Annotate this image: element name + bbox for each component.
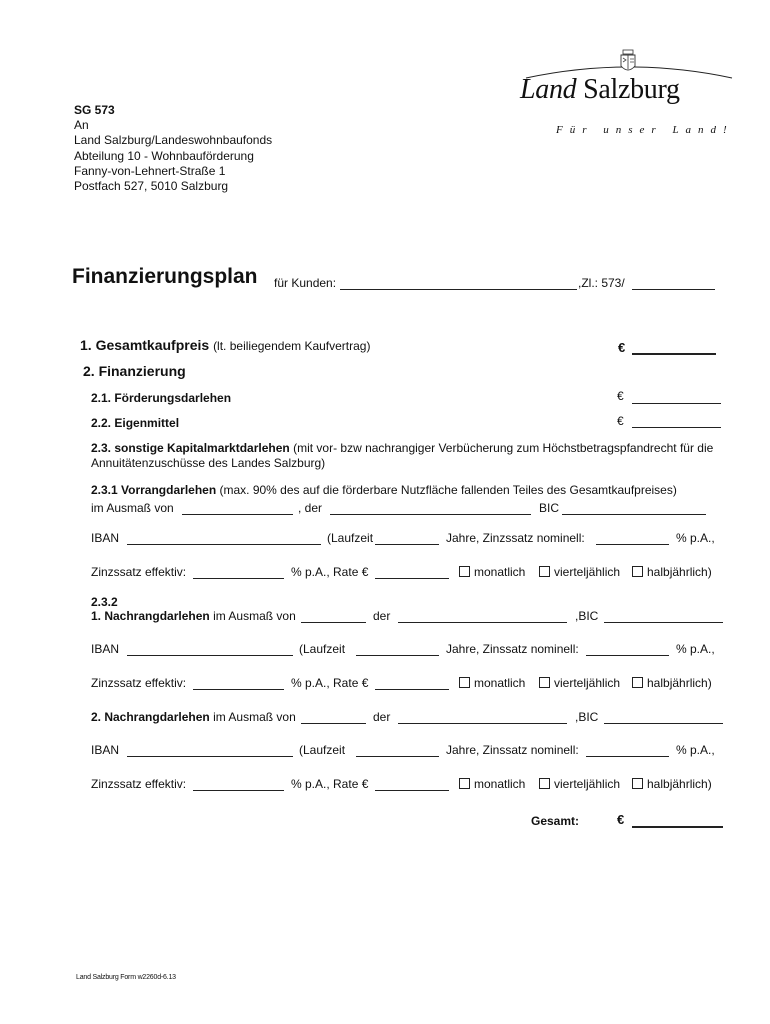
recipient-address: [74, 103, 272, 194]
pa-label: % p.A.,: [676, 642, 715, 656]
bic-label: ,BIC: [575, 609, 599, 623]
der-label: der: [373, 609, 391, 623]
rate-label: % p.A., Rate €: [291, 777, 369, 791]
zins-nominell-label: Jahre, Zinzssatz nominell:: [446, 531, 585, 545]
gesamt-field[interactable]: [632, 826, 723, 828]
zins-nominell-label: Jahre, Zinssatz nominell:: [446, 642, 579, 656]
iban-label: IBAN: [91, 743, 120, 757]
vorrang-halbjaehrlich-checkbox[interactable]: halbjährlich): [632, 565, 712, 579]
nachrang1-vierteljaehrlich-checkbox[interactable]: vierteljählich: [539, 676, 620, 690]
currency-symbol: €: [618, 340, 626, 355]
nachrang2-laufzeit-field[interactable]: [356, 756, 439, 757]
nachrang1-laufzeit-field[interactable]: [356, 655, 439, 656]
nachrang1-rate-field[interactable]: [375, 689, 449, 690]
nachrang2-halbjaehrlich-checkbox[interactable]: halbjährlich): [632, 777, 712, 791]
nachrang1-ausmass-field[interactable]: [301, 622, 366, 623]
nachrang2-der-field[interactable]: [398, 723, 567, 724]
nachrang2-vierteljaehrlich-checkbox[interactable]: vierteljählich: [539, 777, 620, 791]
nachrang1-heading: 1. Nachrangdarlehen im Ausmaß von: [91, 609, 296, 623]
zins-effektiv-label: Zinzssatz effektiv:: [91, 565, 187, 579]
vorrang-heading: 2.3.1 Vorrangdarlehen (max. 90% des auf die förderbare Nutzfläche fallenden Teiles des Gesamtkaufpreises): [91, 483, 677, 497]
bic-label: BIC: [539, 501, 560, 515]
currency-symbol: €: [617, 812, 625, 827]
vorrang-zins-effektiv-field[interactable]: [193, 578, 284, 579]
section-2-heading: 2. Finanzierung: [83, 363, 186, 379]
vorrang-der-field[interactable]: [330, 514, 531, 515]
nachrang2-zins-effektiv-field[interactable]: [193, 790, 284, 791]
rate-label: % p.A., Rate €: [291, 676, 369, 690]
eigenmittel-label: 2.2. Eigenmittel: [91, 416, 180, 430]
eigenmittel-field[interactable]: [632, 427, 721, 428]
der-label: der: [373, 710, 391, 724]
nachrang1-zins-nominell-field[interactable]: [586, 655, 669, 656]
laufzeit-label: (Laufzeit: [299, 743, 346, 757]
kunden-label: für Kunden:: [274, 276, 337, 290]
nachrang2-ausmass-field[interactable]: [301, 723, 366, 724]
nachrang1-zins-effektiv-field[interactable]: [193, 689, 284, 690]
nachrang1-monatlich-checkbox[interactable]: monatlich: [459, 676, 525, 690]
nachrang1-der-field[interactable]: [398, 622, 567, 623]
vorrang-monatlich-checkbox[interactable]: monatlich: [459, 565, 525, 579]
foerderungsdarlehen-label: 2.1. Förderungsdarlehen: [91, 391, 232, 405]
nachrang2-zins-nominell-field[interactable]: [586, 756, 669, 757]
vorrang-bic-field[interactable]: [562, 514, 706, 515]
laufzeit-label: (Laufzeit: [299, 642, 346, 656]
logo-tagline: Für unser Land!: [556, 124, 734, 136]
nachrang2-bic-field[interactable]: [604, 723, 723, 724]
ausmass-label: im Ausmaß von: [91, 501, 174, 515]
gesamt-label: Gesamt:: [531, 814, 580, 828]
kapitalmarkt-heading: 2.3. sonstige Kapitalmarktdarlehen (mit vor- bzw nachrangiger Verbücherung zum Höchstbetragspfandrecht für die: [91, 441, 714, 455]
address-an: An: [74, 118, 89, 133]
page-title: Finanzierungsplan: [72, 265, 258, 288]
form-code: SG 573: [74, 103, 115, 117]
pa-label: % p.A.,: [676, 743, 715, 757]
vorrang-rate-field[interactable]: [375, 578, 449, 579]
nachrang2-heading: 2. Nachrangdarlehen im Ausmaß von: [91, 710, 296, 724]
bic-label: ,BIC: [575, 710, 599, 724]
nachrang1-iban-field[interactable]: [127, 655, 293, 656]
vorrang-laufzeit-field[interactable]: [375, 544, 439, 545]
currency-symbol: €: [617, 389, 624, 403]
nachrang2-iban-field[interactable]: [127, 756, 293, 757]
kapitalmarkt-heading-cont: Annuitätenzuschüsse des Landes Salzburg): [91, 456, 326, 470]
address-line: Abteilung 10 - Wohnbauförderung: [74, 148, 254, 163]
kunden-field[interactable]: [340, 289, 577, 290]
zins-effektiv-label: Zinzssatz effektiv:: [91, 777, 187, 791]
nachrang-section-number: 2.3.2: [91, 595, 118, 609]
address-line: Land Salzburg/Landeswohnbaufonds: [74, 133, 273, 148]
der-label: , der: [298, 501, 323, 515]
logo-wordmark: Land Salzburg: [520, 74, 680, 105]
form-footer: Land Salzburg Form w2260d-6.13: [76, 974, 176, 981]
laufzeit-label: (Laufzeit: [327, 531, 374, 545]
zl-label: ,Zl.: 573/: [578, 276, 625, 290]
vorrang-zins-nominell-field[interactable]: [596, 544, 669, 545]
nachrang1-bic-field[interactable]: [604, 622, 723, 623]
vorrang-ausmass-field[interactable]: [182, 514, 293, 515]
nachrang2-monatlich-checkbox[interactable]: monatlich: [459, 777, 525, 791]
gesamtkaufpreis-field[interactable]: [632, 353, 716, 355]
section-1-heading: 1. Gesamtkaufpreis (lt. beiliegendem Kaufvertrag): [80, 337, 371, 353]
address-line: Fanny-von-Lehnert-Straße 1: [74, 163, 226, 178]
nachrang1-halbjaehrlich-checkbox[interactable]: halbjährlich): [632, 676, 712, 690]
zins-effektiv-label: Zinzssatz effektiv:: [91, 676, 187, 690]
iban-label: IBAN: [91, 642, 120, 656]
vorrang-vierteljaehrlich-checkbox[interactable]: vierteljählich: [539, 565, 620, 579]
address-line: Postfach 527, 5010 Salzburg: [74, 179, 229, 194]
rate-label: % p.A., Rate €: [291, 565, 369, 579]
iban-label: IBAN: [91, 531, 120, 545]
pa-label: % p.A.,: [676, 531, 715, 545]
zl-field[interactable]: [632, 289, 715, 290]
zins-nominell-label: Jahre, Zinssatz nominell:: [446, 743, 579, 757]
currency-symbol: €: [617, 414, 624, 428]
foerderungsdarlehen-field[interactable]: [632, 403, 721, 404]
nachrang2-rate-field[interactable]: [375, 790, 449, 791]
vorrang-iban-field[interactable]: [127, 544, 321, 545]
